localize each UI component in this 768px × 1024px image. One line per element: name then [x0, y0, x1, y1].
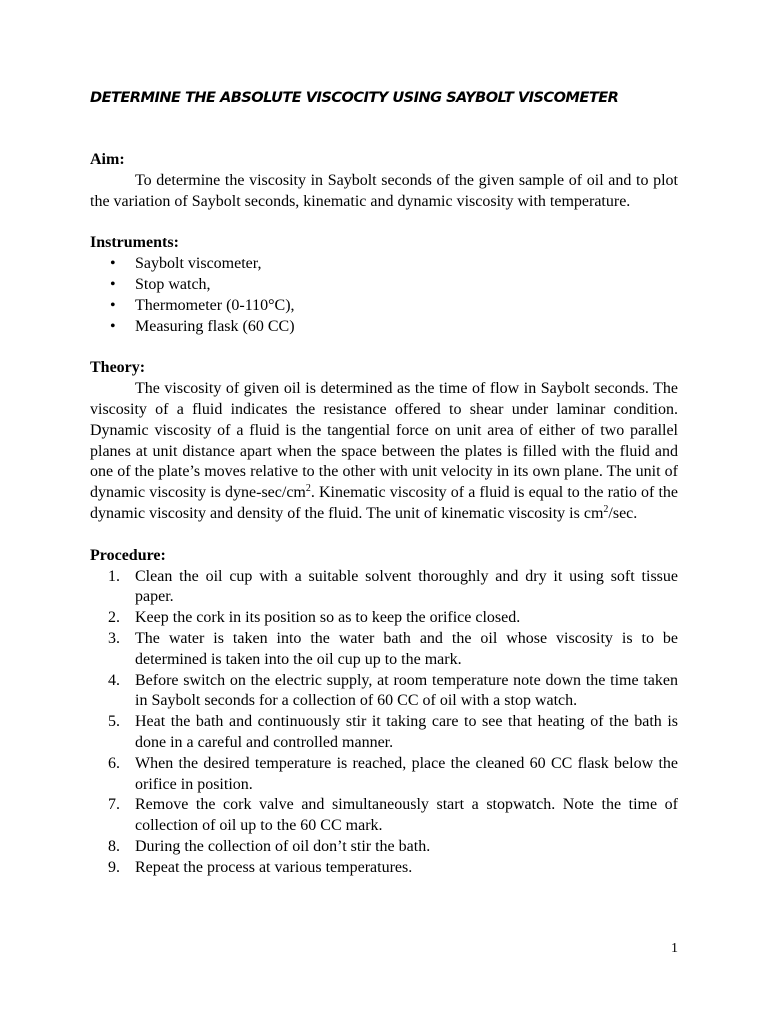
step-text: During the collection of oil don’t stir the bath. [135, 837, 431, 855]
bullet-icon: • [110, 275, 116, 293]
instruments-heading: Instruments: [90, 234, 179, 252]
step-number: 7. [108, 796, 120, 814]
list-item [90, 837, 678, 858]
step-number: 3. [108, 629, 120, 647]
list-item [90, 317, 678, 338]
theory-section [90, 358, 678, 524]
step-text: Repeat the process at various temperatures. [135, 858, 413, 876]
step-text: Heat the bath and continuously stir it taking care to see that heating of the bath is done in a careful and controlled manner. [135, 713, 678, 751]
step-text: When the desired temperature is reached, place the cleaned 60 CC flask below the orifice in position. [135, 754, 678, 793]
instrument-label: Stop watch, [135, 275, 211, 293]
step-number: 8. [108, 837, 120, 855]
step-text: Before switch on the electric supply, at room temperature note down the time taken in Saybolt seconds for a collection of 60 CC of oil with a stop watch. [135, 671, 678, 710]
list-item [90, 275, 678, 296]
instrument-label: Saybolt viscometer, [135, 255, 262, 273]
theory-heading: Theory: [90, 359, 146, 377]
instruments-section [90, 233, 678, 337]
aim-text: To determine the viscosity in Saybolt seconds of the given sample of oil and to plot the variation of Saybolt seconds, kinematic and dynamic viscosity with temperature. [90, 171, 678, 210]
step-number: 4. [108, 671, 120, 689]
aim-heading: Aim: [90, 151, 125, 168]
superscript: 2 [603, 503, 609, 515]
procedure-heading: Procedure: [90, 546, 166, 564]
page-title: DETERMINE THE ABSOLUTE VISCOCITY USING SAYBOLT VISCOMETER [90, 89, 619, 106]
list-item [90, 567, 678, 609]
list-item [90, 254, 678, 275]
step-number: 1. [108, 567, 120, 585]
theory-text-part: The viscosity of given oil is determined as the time of flow in Saybolt seconds. The viscosity of a fluid indicates the resistance offered to shear under laminar condition. Dynamic viscosity of a fluid is the tangential force on unit area of either of two parallel planes at unit distance apart when the space between the plates is filled with the fluid and one of the plate’s moves relative to the other with unit velocity in its own plane. The unit of dynamic viscosity is dyne-sec/cm [90, 380, 678, 502]
bullet-icon: • [110, 296, 116, 314]
list-item [90, 296, 678, 317]
step-number: 9. [108, 858, 120, 876]
instrument-label: Thermometer (0-110°C), [135, 296, 295, 314]
instruments-list [90, 254, 678, 337]
page-number: 1 [671, 941, 678, 956]
instrument-label: Measuring flask (60 CC) [135, 317, 295, 335]
bullet-icon: • [110, 317, 116, 335]
theory-text [90, 379, 678, 525]
step-text: Clean the oil cup with a suitable solvent thoroughly and dry it using soft tissue paper. [135, 567, 678, 606]
procedure-list [90, 567, 678, 879]
theory-text-part: . Kinematic viscosity of a fluid is equal to the ratio of the dynamic viscosity and density of the fluid. The unit of kinematic viscosity is cm [90, 484, 679, 522]
step-text: Remove the cork valve and simultaneously start a stopwatch. Note the time of collection of oil up to the 60 CC mark. [135, 796, 678, 835]
list-item [90, 712, 678, 754]
list-item [90, 858, 678, 879]
list-item [90, 629, 678, 671]
step-text: The water is taken into the water bath and the oil whose viscosity is to be determined is taken into the oil cup up to the mark. [135, 629, 678, 668]
superscript: 2 [305, 483, 311, 495]
step-text: Keep the cork in its position so as to keep the orifice closed. [135, 609, 521, 627]
list-item [90, 671, 678, 713]
list-item [90, 608, 678, 629]
aim-section [90, 150, 678, 212]
step-number: 5. [108, 713, 120, 731]
list-item [90, 795, 678, 837]
step-number: 2. [108, 609, 120, 627]
document-page [90, 87, 678, 879]
step-number: 6. [108, 754, 120, 772]
procedure-section [90, 546, 678, 879]
list-item [90, 754, 678, 796]
theory-text-part: /sec. [608, 504, 638, 522]
bullet-icon: • [110, 255, 116, 273]
